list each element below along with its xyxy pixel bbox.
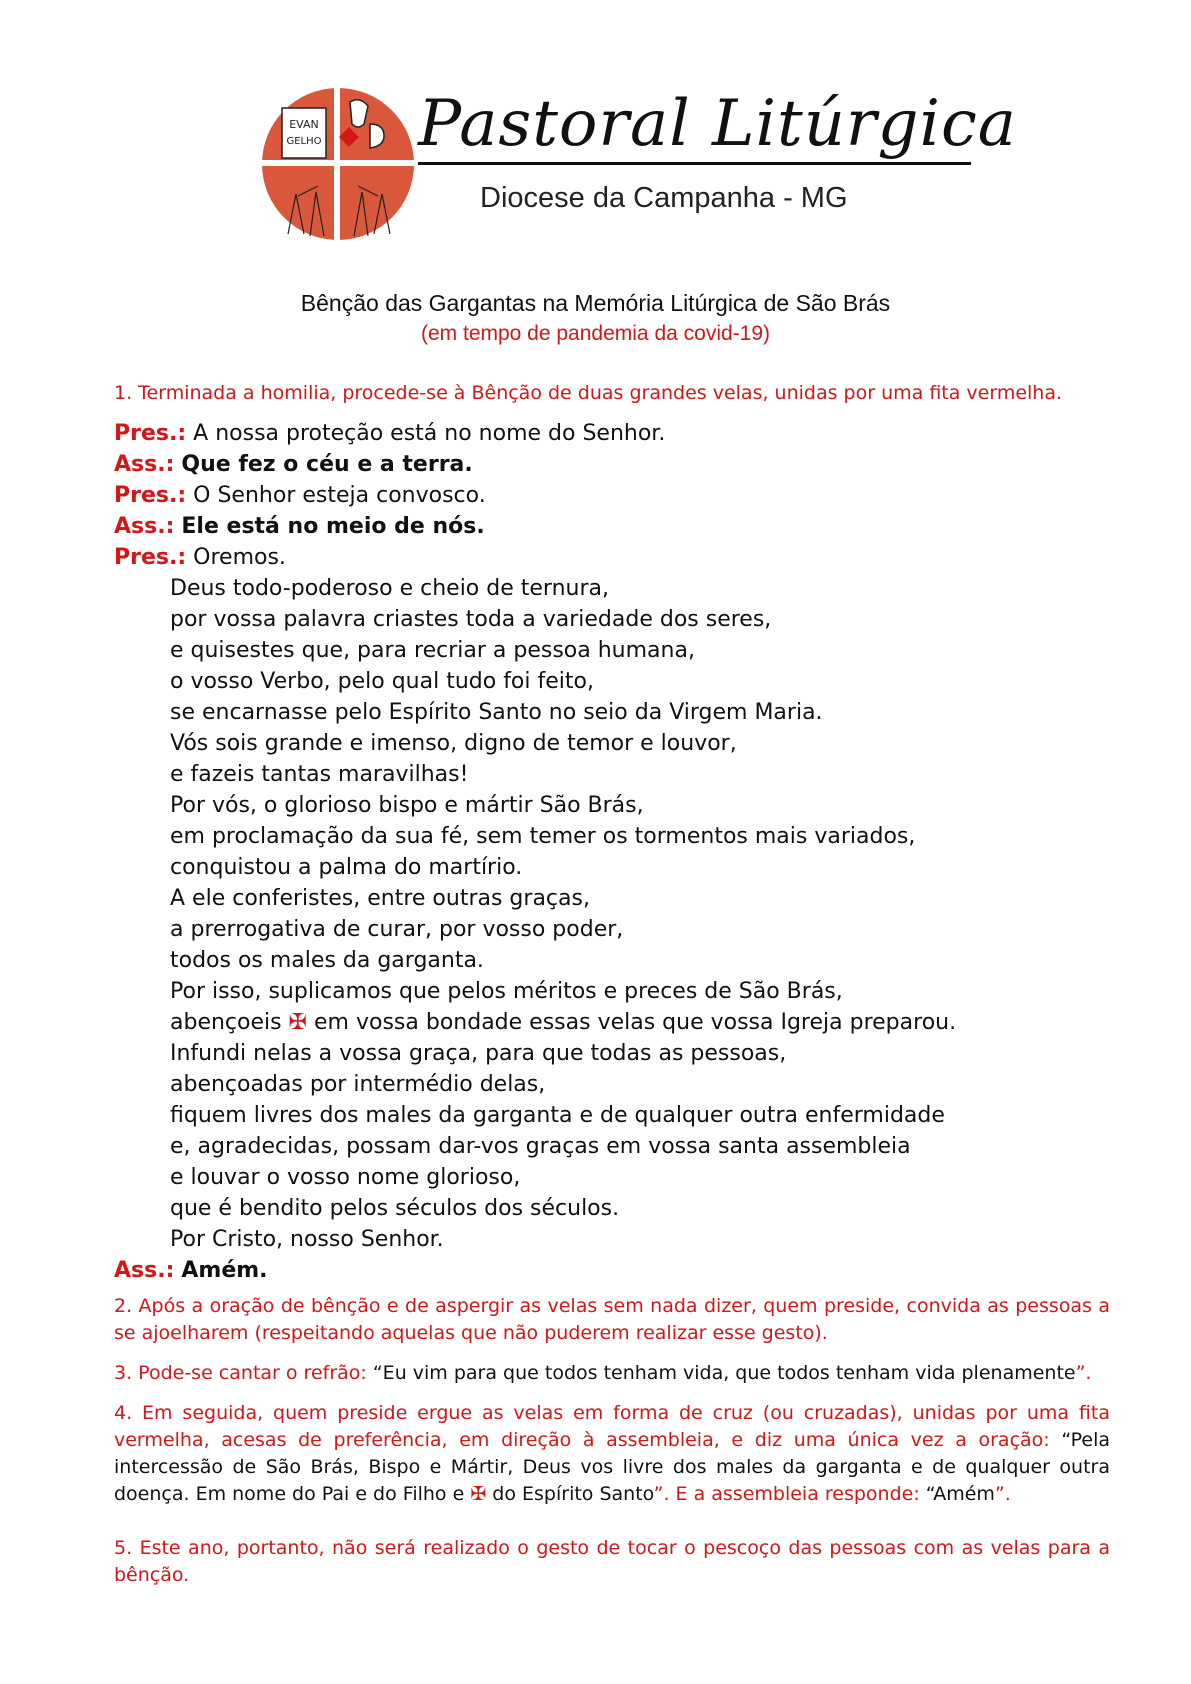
cross-icon: ✠ [470,1483,487,1505]
step3-refrain: “Eu vim para que todos tenham vida, que todos tenham vida plenamente [372,1362,1076,1384]
dialog-line [114,511,1114,542]
document-title: Bênção das Gargantas na Memória Litúrgica de São Brás [300,290,891,316]
prayer-line: Por isso, suplicamos que pelos méritos e preces de São Brás, [170,979,843,1004]
brand-underline [418,162,971,165]
step3-end: ”. [1075,1362,1092,1384]
prayer-line: se encarnasse pelo Espírito Santo no seio da Virgem Maria. [170,700,823,725]
header [258,84,1017,244]
prayer-line: e, agradecidas, possam dar-vos graças em vossa santa assembleia [170,1134,911,1159]
prayer-line: todos os males da garganta. [170,948,484,973]
dialog-line [114,418,1114,449]
logo-book-text-1: EVAN [289,118,319,131]
prayer-line: Deus todo-poderoso e cheio de ternura, [170,576,609,601]
speaker-label: Pres.: [114,545,187,570]
pastoral-emblem-logo [258,84,418,244]
rubric-step-2: 2. Após a oração de bênção e de aspergir as velas sem nada dizer, quem preside, convida as pessoas a se ajoelharem (respeitando aquelas que não puderem realizar esse gesto). [114,1295,1110,1344]
prayer-line: o vosso Verbo, pelo qual tudo foi feito, [170,669,594,694]
prayer-line: e louvar o vosso nome glorioso, [170,1165,521,1190]
speaker-label: Ass.: [114,1258,175,1283]
dialog-text: A nossa proteção está no nome do Senhor. [193,421,666,446]
speaker-label: Ass.: [114,514,175,539]
brand-title: Pastoral Litúrgica [418,87,1017,161]
dialog-response: Amém. [181,1258,268,1283]
speaker-label: Ass.: [114,452,175,477]
liturgy-dialog [114,418,1114,1286]
rubric-step-5: 5. Este ano, portanto, não será realizado o gesto de tocar o pescoço das pessoas com as velas para a bênção. [114,1537,1110,1586]
prayer-line: e quisestes que, para recriar a pessoa humana, [170,638,695,663]
step3-label: 3. Pode-se cantar o refrão: [114,1362,373,1384]
prayer-line: Infundi nelas a vossa graça, para que todas as pessoas, [170,1041,787,1066]
speaker-label: Pres.: [114,483,187,508]
prayer-line: abençoadas por intermédio delas, [170,1072,546,1097]
rubric-step-3 [114,1360,1110,1387]
prayer-text: abençoeis [170,1010,289,1035]
prayer-line: a prerrogativa de curar, por vosso poder, [170,917,624,942]
rubric-step-4 [114,1400,1110,1508]
dialog-text: Oremos. [193,545,286,570]
step4-response: “Amém [925,1483,995,1505]
step4-prayer: “Pela intercessão de São Brás, Bispo e Mártir, Deus vos livre dos males da garganta e de qualquer outra doença. Em nome do Pai e do Filho e [114,1429,1110,1505]
dialog-line [114,480,1114,511]
document-subtitle: (em tempo de pandemia da covid-19) [420,322,771,345]
prayer-line-with-cross [170,1007,1114,1038]
brand-subtitle: Diocese da Campanha - MG [480,182,848,214]
dialog-line [114,1255,1114,1286]
cross-icon: ✠ [288,1010,308,1035]
prayer-text: em vossa bondade essas velas que vossa Igreja preparou. [307,1010,957,1035]
dialog-line [114,449,1114,480]
step4-response-label: ”. E a assembleia responde: [653,1483,926,1505]
prayer-line: e fazeis tantas maravilhas! [170,762,469,787]
rubric-step-1: 1. Terminada a homilia, procede-se à Bênção de duas grandes velas, unidas por uma fita vermelha. [114,382,1063,404]
step4-end: ”. [994,1483,1011,1505]
prayer-line: que é bendito pelos séculos dos séculos. [170,1196,620,1221]
dialog-response: Ele está no meio de nós. [181,514,485,539]
step4-instruction: 4. Em seguida, quem preside ergue as velas em forma de cruz (ou cruzadas), unidas por uma fita vermelha, acesas de preferência, em direção à assembleia, e diz uma única vez a oração: [114,1402,1110,1451]
blessing-prayer [114,573,1114,1255]
dialog-line [114,542,1114,573]
prayer-line: A ele conferistes, entre outras graças, [170,886,590,911]
prayer-line: Vós sois grande e imenso, digno de temor e louvor, [170,731,737,756]
speaker-label: Pres.: [114,421,187,446]
dialog-text: O Senhor esteja convosco. [193,483,486,508]
dialog-response: Que fez o céu e a terra. [181,452,473,477]
logo-book-text-2: GELHO [286,136,322,147]
prayer-line: Por vós, o glorioso bispo e mártir São Brás, [170,793,644,818]
prayer-line: em proclamação da sua fé, sem temer os tormentos mais variados, [170,824,916,849]
prayer-line: fiquem livres dos males da garganta e de qualquer outra enfermidade [170,1103,945,1128]
prayer-line: conquistou a palma do martírio. [170,855,523,880]
prayer-line: Por Cristo, nosso Senhor. [170,1227,444,1252]
step4-prayer-end: do Espírito Santo [486,1483,654,1505]
prayer-line: por vossa palavra criastes toda a variedade dos seres, [170,607,772,632]
